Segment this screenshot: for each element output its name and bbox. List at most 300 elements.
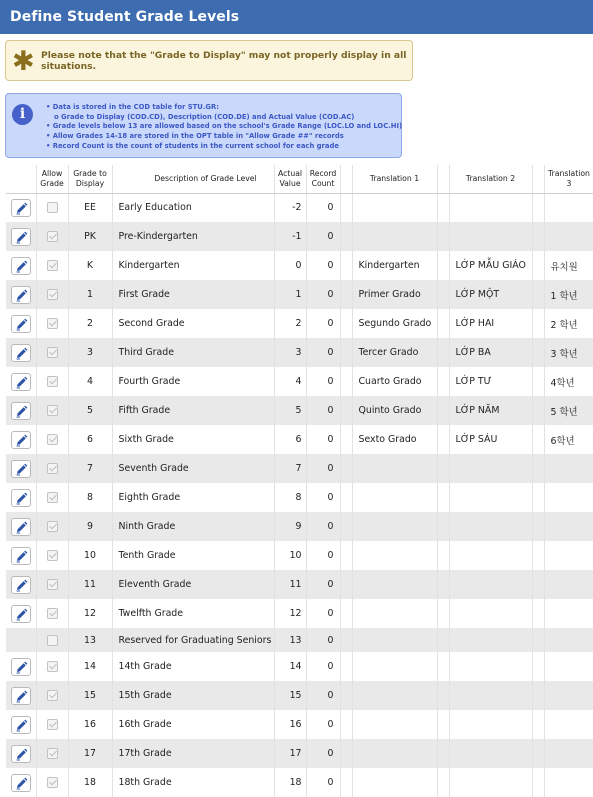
spacer-cell: [532, 280, 544, 309]
allow-grade-cell: [36, 338, 68, 367]
translation3-cell: 5 학년: [544, 396, 593, 425]
spacer-cell: [437, 309, 449, 338]
spacer-cell: [340, 512, 352, 541]
grade-to-display-cell: 14: [68, 652, 112, 681]
allow-grade-cell: [36, 280, 68, 309]
allow-grade-checkbox[interactable]: [47, 635, 58, 646]
col-header-spacer: [437, 165, 449, 193]
spacer-cell: [437, 425, 449, 454]
allow-grade-checkbox[interactable]: [47, 318, 58, 329]
translation2-cell: LỚP BA: [449, 338, 532, 367]
edit-button[interactable]: [11, 460, 31, 478]
edit-cell: [6, 652, 36, 681]
record-count-cell: 0: [306, 570, 340, 599]
notice-text: Please note that the "Grade to Display" may not properly display in all situations.: [41, 50, 407, 72]
translation1-cell: [352, 193, 437, 222]
actual-value-cell: 13: [274, 628, 306, 652]
grade-to-display-cell: 8: [68, 483, 112, 512]
translation1-cell: Primer Grado: [352, 280, 437, 309]
table-row: [6, 251, 593, 280]
translation1-cell: [352, 222, 437, 251]
description-cell: Fourth Grade: [112, 367, 274, 396]
allow-grade-checkbox[interactable]: [47, 289, 58, 300]
description-cell: 18th Grade: [112, 768, 274, 797]
description-cell: Ninth Grade: [112, 512, 274, 541]
record-count-cell: 0: [306, 541, 340, 570]
edit-cell: [6, 768, 36, 797]
info-line: • Grade levels below 13 are allowed based on the school's Grade Range (LOC.LO and LOC.HI): [46, 122, 403, 131]
translation3-cell: 4학년: [544, 367, 593, 396]
spacer-cell: [437, 681, 449, 710]
allow-grade-cell: [36, 570, 68, 599]
allow-grade-checkbox[interactable]: [47, 661, 58, 672]
edit-button[interactable]: [11, 199, 31, 217]
edit-button[interactable]: [11, 774, 31, 792]
grade-to-display-cell: 11: [68, 570, 112, 599]
grade-levels-table: [6, 165, 593, 797]
record-count-cell: 0: [306, 628, 340, 652]
translation2-cell: [449, 628, 532, 652]
allow-grade-cell: [36, 599, 68, 628]
spacer-cell: [532, 768, 544, 797]
page-title: Define Student Grade Levels: [0, 0, 593, 34]
edit-button[interactable]: [11, 745, 31, 763]
translation2-cell: LỚP SÁU: [449, 425, 532, 454]
spacer-cell: [437, 512, 449, 541]
spacer-cell: [532, 541, 544, 570]
record-count-cell: 0: [306, 193, 340, 222]
col-header-translation1[interactable]: Translation 1: [352, 165, 437, 193]
edit-cell: [6, 483, 36, 512]
allow-grade-cell: [36, 396, 68, 425]
info-icon: i: [12, 104, 33, 125]
allow-grade-checkbox[interactable]: [47, 347, 58, 358]
description-cell: Fifth Grade: [112, 396, 274, 425]
allow-grade-checkbox[interactable]: [47, 748, 58, 759]
spacer-cell: [532, 710, 544, 739]
actual-value-cell: 11: [274, 570, 306, 599]
spacer-cell: [532, 367, 544, 396]
table-row: [6, 425, 593, 454]
allow-grade-checkbox[interactable]: [47, 521, 58, 532]
spacer-cell: [532, 599, 544, 628]
translation1-cell: [352, 739, 437, 768]
record-count-cell: 0: [306, 483, 340, 512]
spacer-cell: [437, 570, 449, 599]
edit-cell: [6, 710, 36, 739]
table-row: [6, 768, 593, 797]
spacer-cell: [437, 251, 449, 280]
spacer-cell: [532, 483, 544, 512]
translation3-cell: [544, 710, 593, 739]
allow-grade-cell: [36, 309, 68, 338]
actual-value-cell: 12: [274, 599, 306, 628]
actual-value-cell: 9: [274, 512, 306, 541]
spacer-cell: [437, 739, 449, 768]
translation2-cell: LỚP NĂM: [449, 396, 532, 425]
info-line: o Grade to Display (COD.CD), Description (COD.DE) and Actual Value (COD.AC): [54, 112, 355, 121]
translation1-cell: Quinto Grado: [352, 396, 437, 425]
description-cell: Kindergarten: [112, 251, 274, 280]
translation1-cell: Kindergarten: [352, 251, 437, 280]
spacer-cell: [340, 396, 352, 425]
translation3-cell: [544, 570, 593, 599]
translation2-cell: LỚP HAI: [449, 309, 532, 338]
spacer-cell: [340, 652, 352, 681]
col-header-translation2[interactable]: Translation 2: [449, 165, 532, 193]
edit-cell: [6, 193, 36, 222]
translation1-cell: [352, 628, 437, 652]
translation2-cell: [449, 483, 532, 512]
edit-button[interactable]: [11, 344, 31, 362]
translation2-cell: [449, 681, 532, 710]
col-header-translation3[interactable]: Translation 3: [544, 165, 593, 193]
record-count-cell: 0: [306, 681, 340, 710]
actual-value-cell: 0: [274, 251, 306, 280]
allow-grade-checkbox[interactable]: [47, 463, 58, 474]
grade-to-display-cell: EE: [68, 193, 112, 222]
description-cell: 16th Grade: [112, 710, 274, 739]
translation1-cell: [352, 483, 437, 512]
spacer-cell: [340, 251, 352, 280]
translation1-cell: Cuarto Grado: [352, 367, 437, 396]
spacer-cell: [437, 338, 449, 367]
grade-to-display-cell: PK: [68, 222, 112, 251]
description-cell: Third Grade: [112, 338, 274, 367]
allow-grade-checkbox[interactable]: [47, 492, 58, 503]
edit-button[interactable]: [11, 576, 31, 594]
translation2-cell: [449, 599, 532, 628]
edit-cell: [6, 454, 36, 483]
edit-button[interactable]: [11, 489, 31, 507]
edit-button[interactable]: [11, 518, 31, 536]
spacer-cell: [437, 599, 449, 628]
spacer-cell: [340, 541, 352, 570]
spacer-cell: [437, 222, 449, 251]
translation3-cell: [544, 681, 593, 710]
allow-grade-checkbox[interactable]: [47, 608, 58, 619]
description-cell: First Grade: [112, 280, 274, 309]
actual-value-cell: 1: [274, 280, 306, 309]
grade-to-display-cell: 3: [68, 338, 112, 367]
allow-grade-cell: [36, 193, 68, 222]
actual-value-cell: 3: [274, 338, 306, 367]
record-count-cell: 0: [306, 251, 340, 280]
allow-grade-checkbox[interactable]: [47, 690, 58, 701]
record-count-cell: 0: [306, 454, 340, 483]
spacer-cell: [437, 652, 449, 681]
edit-button[interactable]: [11, 315, 31, 333]
record-count-cell: 0: [306, 512, 340, 541]
actual-value-cell: -1: [274, 222, 306, 251]
spacer-cell: [437, 280, 449, 309]
translation1-cell: [352, 681, 437, 710]
allow-grade-cell: [36, 483, 68, 512]
edit-button[interactable]: [11, 547, 31, 565]
table-row: [6, 739, 593, 768]
col-header-record-count[interactable]: Record Count: [306, 165, 340, 193]
col-header-edit: [6, 165, 36, 193]
record-count-cell: 0: [306, 367, 340, 396]
translation2-cell: [449, 454, 532, 483]
translation3-cell: [544, 454, 593, 483]
record-count-cell: 0: [306, 309, 340, 338]
translation2-cell: [449, 739, 532, 768]
col-header-spacer: [532, 165, 544, 193]
grade-to-display-cell: 17: [68, 739, 112, 768]
edit-button[interactable]: [11, 402, 31, 420]
spacer-cell: [532, 512, 544, 541]
allow-grade-cell: [36, 454, 68, 483]
spacer-cell: [532, 251, 544, 280]
grade-to-display-cell: 12: [68, 599, 112, 628]
translation3-cell: [544, 768, 593, 797]
spacer-cell: [437, 193, 449, 222]
edit-button[interactable]: [11, 373, 31, 391]
info-line: • Data is stored in the COD table for STU.GR:: [46, 103, 219, 111]
actual-value-cell: 10: [274, 541, 306, 570]
table-row: [6, 454, 593, 483]
actual-value-cell: 2: [274, 309, 306, 338]
translation1-cell: [352, 710, 437, 739]
allow-grade-checkbox[interactable]: [47, 405, 58, 416]
spacer-cell: [532, 739, 544, 768]
spacer-cell: [340, 425, 352, 454]
grade-to-display-cell: K: [68, 251, 112, 280]
actual-value-cell: 4: [274, 367, 306, 396]
description-cell: Twelfth Grade: [112, 599, 274, 628]
edit-cell: [6, 512, 36, 541]
translation2-cell: [449, 652, 532, 681]
edit-button[interactable]: [11, 658, 31, 676]
spacer-cell: [532, 193, 544, 222]
spacer-cell: [340, 599, 352, 628]
description-cell: Sixth Grade: [112, 425, 274, 454]
edit-button[interactable]: [11, 431, 31, 449]
actual-value-cell: -2: [274, 193, 306, 222]
translation2-cell: [449, 570, 532, 599]
table-row: [6, 193, 593, 222]
info-box: [5, 93, 402, 158]
allow-grade-checkbox[interactable]: [47, 550, 58, 561]
asterisk-icon: ✱: [12, 46, 35, 77]
spacer-cell: [532, 628, 544, 652]
record-count-cell: 0: [306, 739, 340, 768]
table-row: [6, 512, 593, 541]
info-list: [46, 103, 402, 152]
translation1-cell: [352, 541, 437, 570]
translation3-cell: [544, 652, 593, 681]
translation1-cell: [352, 512, 437, 541]
table-body: [6, 193, 593, 797]
translation2-cell: LỚP TƯ: [449, 367, 532, 396]
grade-to-display-cell: 15: [68, 681, 112, 710]
actual-value-cell: 8: [274, 483, 306, 512]
spacer-cell: [532, 681, 544, 710]
translation2-cell: LỚP MỘT: [449, 280, 532, 309]
spacer-cell: [340, 367, 352, 396]
spacer-cell: [437, 628, 449, 652]
edit-button[interactable]: [11, 687, 31, 705]
info-line: • Allow Grades 14-18 are stored in the OPT table in "Allow Grade ##" records: [46, 132, 344, 141]
spacer-cell: [532, 222, 544, 251]
record-count-cell: 0: [306, 599, 340, 628]
spacer-cell: [340, 309, 352, 338]
table-row: [6, 367, 593, 396]
translation2-cell: [449, 193, 532, 222]
edit-cell: [6, 280, 36, 309]
edit-cell: [6, 628, 36, 652]
spacer-cell: [437, 483, 449, 512]
description-cell: Eighth Grade: [112, 483, 274, 512]
col-header-allow-grade[interactable]: Allow Grade: [36, 165, 68, 193]
edit-cell: [6, 251, 36, 280]
actual-value-cell: 14: [274, 652, 306, 681]
translation3-cell: [544, 512, 593, 541]
edit-cell: [6, 570, 36, 599]
spacer-cell: [437, 710, 449, 739]
translation1-cell: [352, 652, 437, 681]
allow-grade-checkbox[interactable]: [47, 202, 58, 213]
allow-grade-cell: [36, 367, 68, 396]
description-cell: Second Grade: [112, 309, 274, 338]
edit-cell: [6, 222, 36, 251]
spacer-cell: [532, 570, 544, 599]
spacer-cell: [340, 222, 352, 251]
translation3-cell: 6학년: [544, 425, 593, 454]
allow-grade-checkbox[interactable]: [47, 434, 58, 445]
spacer-cell: [340, 338, 352, 367]
spacer-cell: [340, 681, 352, 710]
edit-button[interactable]: [11, 257, 31, 275]
translation1-cell: [352, 454, 437, 483]
spacer-cell: [532, 425, 544, 454]
allow-grade-cell: [36, 628, 68, 652]
table-row: [6, 309, 593, 338]
translation1-cell: [352, 768, 437, 797]
description-cell: 14th Grade: [112, 652, 274, 681]
record-count-cell: 0: [306, 280, 340, 309]
allow-grade-cell: [36, 681, 68, 710]
translation3-cell: 2 학년: [544, 309, 593, 338]
grade-to-display-cell: 6: [68, 425, 112, 454]
translation2-cell: [449, 541, 532, 570]
edit-cell: [6, 541, 36, 570]
translation3-cell: 3 학년: [544, 338, 593, 367]
spacer-cell: [532, 396, 544, 425]
translation2-cell: [449, 710, 532, 739]
translation1-cell: [352, 599, 437, 628]
grade-to-display-cell: 13: [68, 628, 112, 652]
actual-value-cell: 16: [274, 710, 306, 739]
edit-button[interactable]: [11, 286, 31, 304]
col-header-spacer: [340, 165, 352, 193]
info-line: • Record Count is the count of students in the current school for each grade: [46, 141, 339, 150]
translation3-cell: 1 학년: [544, 280, 593, 309]
allow-grade-checkbox[interactable]: [47, 376, 58, 387]
translation3-cell: [544, 599, 593, 628]
allow-grade-cell: [36, 222, 68, 251]
edit-cell: [6, 367, 36, 396]
grade-to-display-cell: 1: [68, 280, 112, 309]
table-row: [6, 652, 593, 681]
table-row: [6, 628, 593, 652]
record-count-cell: 0: [306, 338, 340, 367]
notice-box: [5, 40, 413, 81]
spacer-cell: [340, 739, 352, 768]
grade-to-display-cell: 2: [68, 309, 112, 338]
allow-grade-cell: [36, 710, 68, 739]
allow-grade-cell: [36, 739, 68, 768]
allow-grade-checkbox[interactable]: [47, 719, 58, 730]
table-header: [6, 165, 593, 193]
spacer-cell: [532, 454, 544, 483]
allow-grade-cell: [36, 251, 68, 280]
col-header-description[interactable]: Description of Grade Level: [112, 165, 274, 193]
table-row: [6, 280, 593, 309]
allow-grade-checkbox[interactable]: [47, 260, 58, 271]
spacer-cell: [437, 768, 449, 797]
edit-cell: [6, 681, 36, 710]
table-row: [6, 396, 593, 425]
spacer-cell: [532, 338, 544, 367]
translation3-cell: [544, 739, 593, 768]
table-row: [6, 570, 593, 599]
grade-to-display-cell: 18: [68, 768, 112, 797]
col-header-actual-value[interactable]: Actual Value: [274, 165, 306, 193]
record-count-cell: 0: [306, 652, 340, 681]
allow-grade-cell: [36, 512, 68, 541]
description-cell: 15th Grade: [112, 681, 274, 710]
allow-grade-cell: [36, 425, 68, 454]
spacer-cell: [532, 309, 544, 338]
edit-cell: [6, 309, 36, 338]
table-row: [6, 222, 593, 251]
table-row: [6, 483, 593, 512]
edit-button[interactable]: [11, 716, 31, 734]
spacer-cell: [340, 768, 352, 797]
table-row: [6, 599, 593, 628]
translation1-cell: Segundo Grado: [352, 309, 437, 338]
edit-button[interactable]: [11, 228, 31, 246]
actual-value-cell: 17: [274, 739, 306, 768]
allow-grade-checkbox[interactable]: [47, 231, 58, 242]
edit-button[interactable]: [11, 605, 31, 623]
spacer-cell: [340, 483, 352, 512]
col-header-grade-to-display[interactable]: Grade to Display: [68, 165, 112, 193]
grade-to-display-cell: 16: [68, 710, 112, 739]
description-cell: Early Education: [112, 193, 274, 222]
actual-value-cell: 5: [274, 396, 306, 425]
spacer-cell: [340, 628, 352, 652]
grade-to-display-cell: 7: [68, 454, 112, 483]
allow-grade-checkbox[interactable]: [47, 579, 58, 590]
spacer-cell: [340, 570, 352, 599]
spacer-cell: [340, 193, 352, 222]
spacer-cell: [340, 454, 352, 483]
description-cell: Eleventh Grade: [112, 570, 274, 599]
actual-value-cell: 15: [274, 681, 306, 710]
actual-value-cell: 18: [274, 768, 306, 797]
spacer-cell: [532, 652, 544, 681]
translation3-cell: 유치원: [544, 251, 593, 280]
translation1-cell: Sexto Grado: [352, 425, 437, 454]
allow-grade-cell: [36, 768, 68, 797]
grade-to-display-cell: 4: [68, 367, 112, 396]
allow-grade-checkbox[interactable]: [47, 777, 58, 788]
spacer-cell: [437, 454, 449, 483]
translation2-cell: LỚP MẪU GIÁO: [449, 251, 532, 280]
